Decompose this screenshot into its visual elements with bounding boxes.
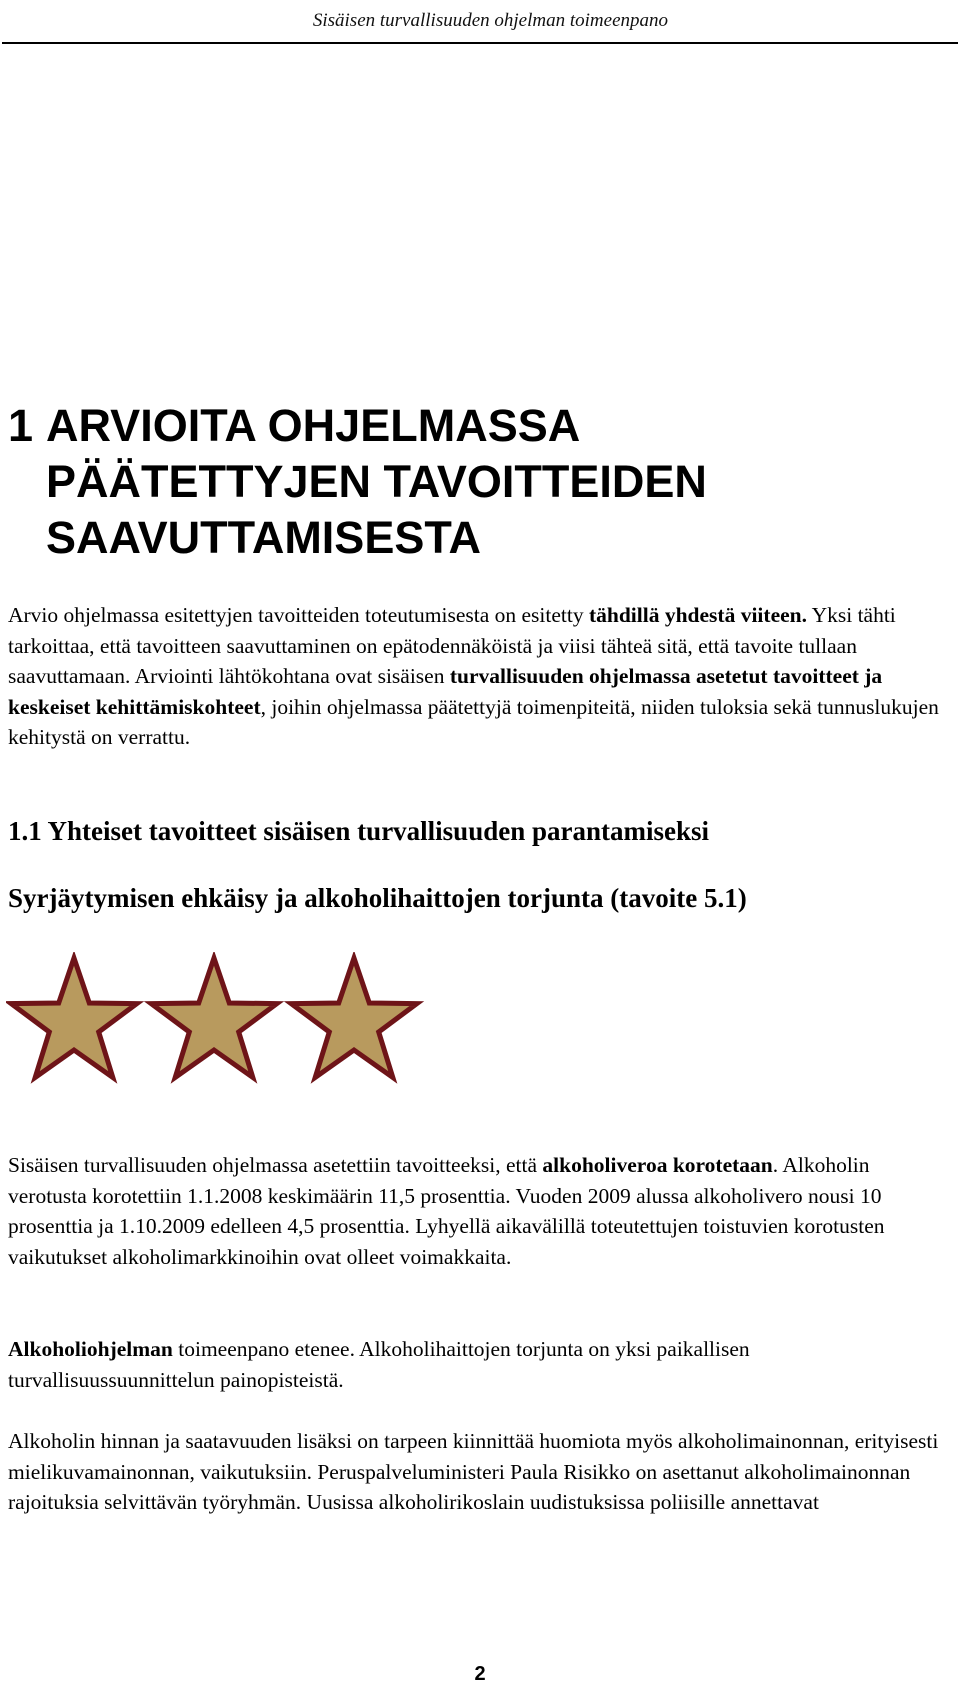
alcohol-tax-paragraph: Sisäisen turvallisuuden ohjelmassa asetettiin tavoitteeksi, että alkoholiveroa korotetaan. Alkoholin verotusta korotettiin 1.1.2008 keskimäärin 11,5 prosenttia. Vuoden 2009 alussa alkoholivero nousi 10 prosenttia ja 1.10.2009 edelleen 4,5 prosenttia. Lyhyellä aikavälillä toteutettujen toistuvien korotusten vaikutukset alkoholimarkkinoihin ovat olleet voimakkaita.	[8, 1153, 885, 1269]
chapter-title-line-1: 1 ARVIOITA OHJELMASSA	[8, 398, 707, 454]
star-icon	[151, 958, 277, 1077]
alcohol-programme-paragraph: Alkoholiohjelman toimeenpano etenee. Alkoholihaittojen torjunta on yksi paikallisen turvallisuussuunnittelun painopisteistä.	[8, 1337, 750, 1392]
chapter-number: 1	[8, 400, 34, 451]
intro-paragraph: Arvio ohjelmassa esitettyjen tavoitteiden toteutumisesta on esitetty tähdillä yhdestä viiteen. Yksi tähti tarkoittaa, että tavoitteen saavuttaminen on epätodennäköistä ja viisi tähteä sitä, että tavoite tullaan saavuttamaan. Arviointi lähtökohtana ovat sisäisen turvallisuuden ohjelmassa asetetut tavoitteet ja keskeiset kehittämiskohteet, joihin ohjelmassa päätettyjä toimenpiteitä, niiden tuloksia sekä tunnuslukujen kehitystä on verrattu.	[8, 603, 939, 749]
section-heading: 1.1 Yhteiset tavoitteet sisäisen turvallisuuden parantamiseksi	[8, 816, 709, 846]
star-icon	[11, 958, 137, 1077]
star-rating-graphic	[6, 952, 446, 1087]
running-header: Sisäisen turvallisuuden ohjelman toimeenpano	[312, 10, 668, 31]
goal-subheading: Syrjäytymisen ehkäisy ja alkoholihaittojen torjunta (tavoite 5.1)	[8, 883, 747, 913]
star-rating	[6, 952, 446, 1087]
page-number: 2	[474, 1663, 486, 1685]
header-rule	[2, 42, 958, 44]
chapter-title-line-2: PÄÄTETTYJEN TAVOITTEIDEN	[46, 456, 707, 507]
chapter-title	[8, 398, 707, 566]
chapter-title-line-3: SAAVUTTAMISESTA	[46, 512, 481, 563]
alcohol-advertising-paragraph: Alkoholin hinnan ja saatavuuden lisäksi on tarpeen kiinnittää huomiota myös alkoholimainonnan, erityisesti mielikuvamainonnan, vaikutuksiin. Peruspalveluministeri Paula Risikko on asettanut alkoholimainonnan rajoituksia selvittävän työryhmän. Uusissa alkoholirikoslain uudistuksissa poliisille annettavat	[8, 1429, 939, 1514]
star-icon	[291, 958, 417, 1077]
